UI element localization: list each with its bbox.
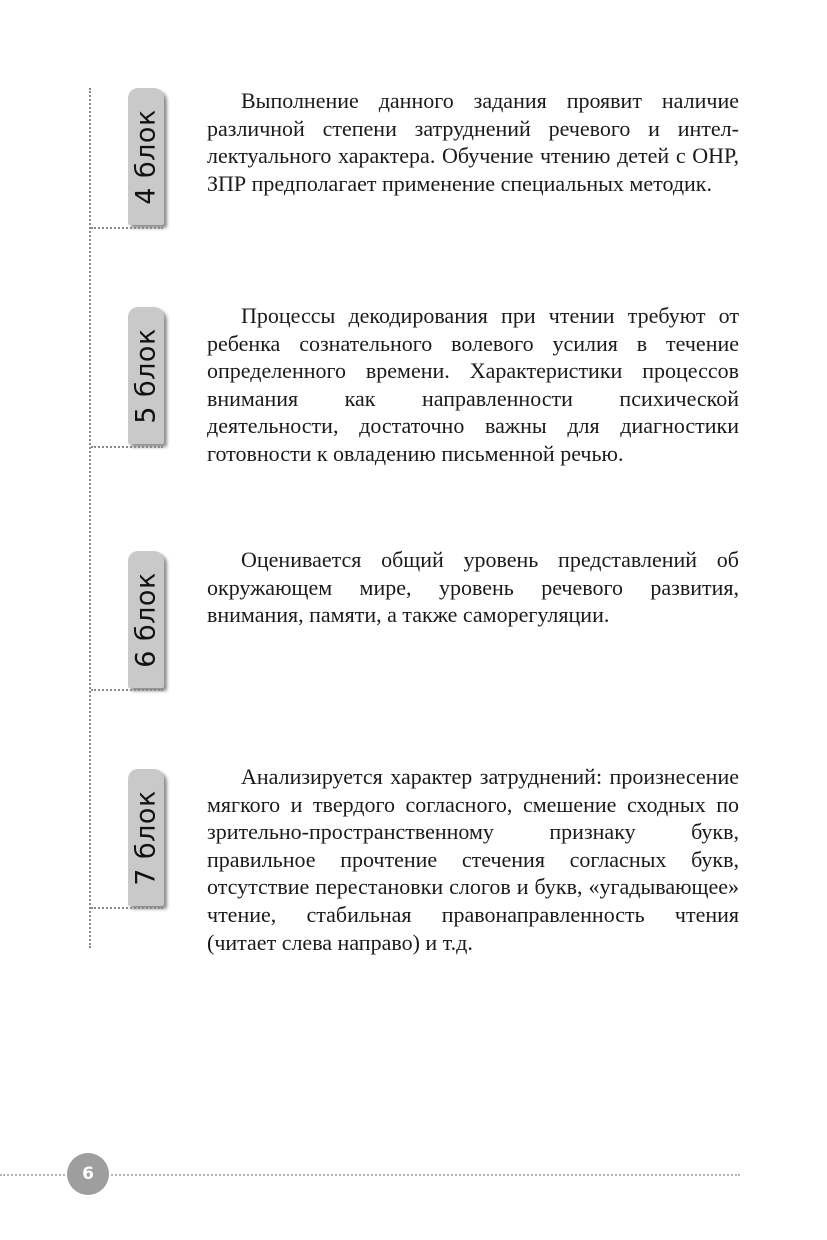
block-7-label: 7 блок — [130, 789, 162, 886]
page-number: 6 — [67, 1153, 109, 1195]
block-7-tab — [128, 769, 164, 906]
timeline-dotted-line — [89, 88, 91, 948]
block-7-text: Анализируется характер затруднений: произнесение мягкого и твердого согласного, смешение сходных по зрительно-пространственному признаку букв, правильное прочтение стечения согласных букв, отсутствие перестановки слогов и букв, «угадывающее» чтение, стабильная правонаправленность чтения (читает слева направо) и т.д. — [207, 764, 739, 955]
block-5-label: 5 блок — [130, 327, 162, 424]
block-4-text: Выполнение данного задания проявит наличие различной степени затруднений речевого и интеллектуального характера. Обучение чтению детей с ОНР, ЗПР предполагает применение специальных методик. — [207, 88, 739, 196]
block-4-tab — [128, 88, 164, 225]
block-6-connector — [91, 689, 163, 691]
footer-dotted-line — [0, 1174, 740, 1176]
block-6-tab — [128, 551, 164, 688]
block-4-label: 4 блок — [130, 108, 162, 205]
block-5-tab — [128, 307, 164, 444]
block-6-label: 6 блок — [130, 571, 162, 668]
block-7-connector — [91, 907, 163, 909]
block-4-connector — [91, 227, 163, 229]
block-6-text: Оценивается общий уровень представлений об окружающем мире, уровень речевого развития, внимания, памяти, а также саморегуляции. — [207, 547, 739, 628]
block-5-text: Процессы декодирования при чтении требуют от ребенка сознательного волевого усилия в течение определенного времени. Характеристики процессов внимания как направленности психической деятельности, достаточно важны для диагностики готовности к овладению письменной речью. — [207, 303, 739, 466]
block-5-connector — [91, 446, 163, 448]
